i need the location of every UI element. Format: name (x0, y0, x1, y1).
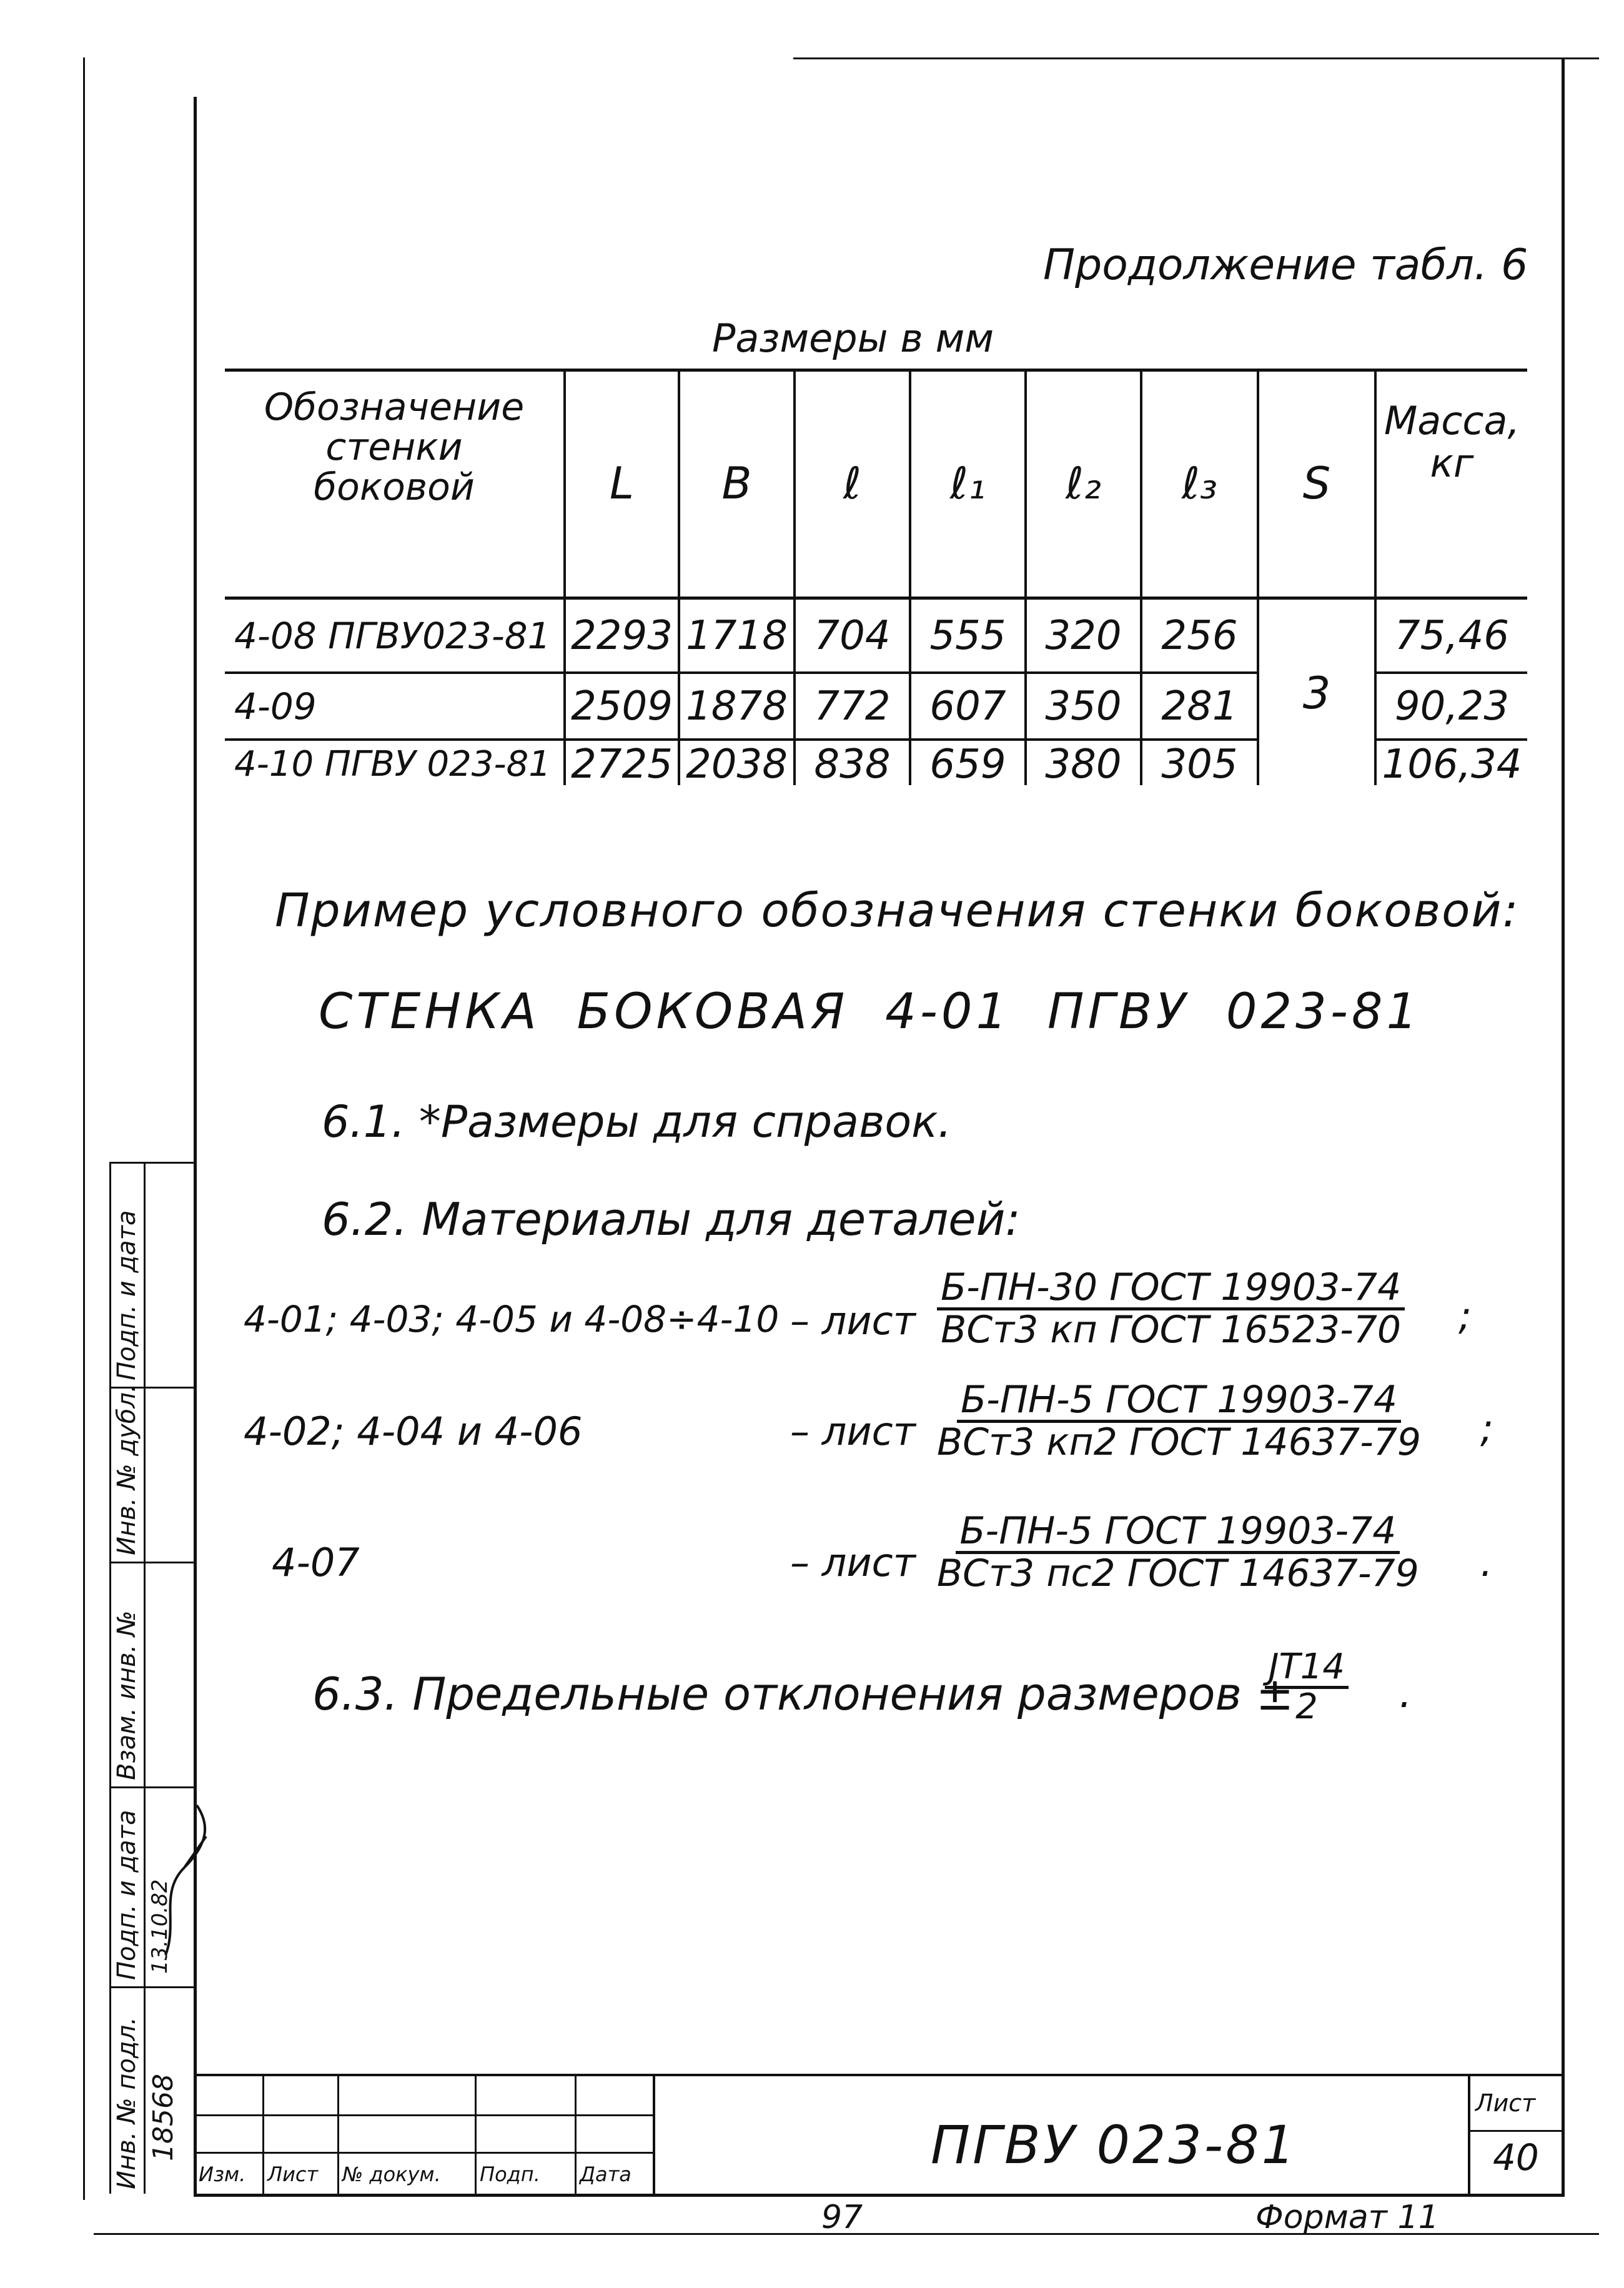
row2-l2: 350 (1045, 683, 1122, 730)
header-L: L (610, 457, 634, 509)
material-3-denominator: ВСт3 пс2 ГОСТ 14637-79 (937, 1552, 1419, 1595)
side-date: 13.10.82 (147, 1879, 172, 1974)
format-label: Формат 11 (1255, 2199, 1439, 2236)
side-stamp-div-2 (109, 1562, 194, 1563)
side-stamp-div-4 (109, 1986, 194, 1988)
material-3-dash: – лист (790, 1540, 916, 1585)
material-2-parts: 4-02; 4-04 и 4-06 (244, 1409, 583, 1454)
side-stamp-div-3 (109, 1786, 194, 1788)
side-label-podp-data-2: Подп. и дата (112, 1210, 141, 1380)
side-label-inv-podl: Инв. № подл. (112, 2017, 141, 2189)
frame-right (1562, 57, 1565, 2197)
note-6-1: 6.1. *Размеры для справок. (322, 1096, 952, 1147)
row1-l1: 555 (929, 612, 1006, 659)
material-1-denominator: ВСт3 кп ГОСТ 16523-70 (941, 1308, 1402, 1352)
tb-sheet-vert (1468, 2074, 1470, 2194)
row2-l3: 281 (1161, 683, 1238, 730)
material-2-end: ; (1480, 1405, 1493, 1451)
tb-col-4 (575, 2074, 577, 2194)
row3-designation: 4-10 ПГВУ 023-81 (234, 744, 551, 785)
row3-l1: 659 (929, 741, 1006, 788)
row2-B: 1878 (686, 683, 788, 730)
header-B: B (721, 457, 752, 509)
example-heading: Пример условного обозначения стенки боковой: (275, 884, 1520, 938)
table-caption: Продолжение табл. 6 (1043, 240, 1528, 290)
tb-col-2 (337, 2074, 339, 2194)
side-stamp-vert-2 (144, 1162, 146, 2194)
row3-B: 2038 (686, 741, 788, 788)
tb-sheet-number: 40 (1493, 2136, 1539, 2179)
tb-col-1 (262, 2074, 264, 2194)
side-stamp-top (109, 1162, 194, 1164)
tb-col-list: Лист (267, 2162, 319, 2186)
tb-col-dokum: № докум. (342, 2162, 441, 2186)
row1-B: 1718 (686, 612, 788, 659)
material-3-parts: 4-07 (272, 1540, 360, 1585)
header-mass: Масса, кг (1384, 398, 1520, 487)
tb-sheet-horiz (1468, 2130, 1565, 2132)
tb-col-data: Дата (580, 2162, 631, 2186)
note-6-3-denominator: 2 (1295, 1686, 1318, 1727)
row1-l: 704 (814, 612, 891, 659)
material-2-dash: – лист (790, 1409, 916, 1454)
header-l3: ℓ₃ (1182, 457, 1217, 509)
row1-l2: 320 (1045, 612, 1122, 659)
table-units: Размеры в мм (712, 315, 994, 361)
header-l: ℓ (843, 457, 861, 509)
material-3-fraction (937, 1509, 1419, 1595)
side-stamp-vert-1 (109, 1162, 111, 2194)
note-6-3-end: . (1399, 1671, 1412, 1717)
row2-designation: 4-09 (234, 685, 317, 728)
tb-top (194, 2074, 1565, 2076)
row3-mass: 106,34 (1382, 741, 1522, 788)
material-2-fraction (937, 1380, 1421, 1462)
s-value: 3 (1302, 668, 1331, 719)
outer-left-rule (83, 57, 85, 2200)
row2-l1: 607 (929, 683, 1006, 730)
row1-mass: 75,46 (1394, 612, 1510, 659)
signature-mark (153, 1799, 215, 1961)
row1-l3: 256 (1161, 612, 1238, 659)
header-designation: Обозначение стенки боковой (264, 385, 525, 510)
row2-l: 772 (814, 683, 891, 730)
tb-sheet-label: Лист (1475, 2089, 1536, 2117)
side-label-podp-data-1: Подп. и дата (112, 1810, 141, 1980)
row3-l3: 305 (1161, 741, 1238, 788)
note-6-3-numerator: JT14 (1265, 1649, 1349, 1689)
note-6-3-text: 6.3. Предельные отклонения размеров ± (312, 1668, 1294, 1720)
tb-document: ПГВУ 023-81 (931, 2114, 1298, 2176)
frame-bottom (194, 2194, 1565, 2197)
page-number: 97 (821, 2199, 863, 2236)
example-designation: СТЕНКА БОКОВАЯ 4-01 ПГВУ 023-81 (319, 984, 1422, 1040)
row3-l: 838 (814, 741, 891, 788)
header-l1: ℓ₁ (950, 457, 986, 509)
material-3-end: . (1480, 1540, 1493, 1585)
side-label-vzam-inv: Взам. инв. № (112, 1610, 141, 1780)
note-6-2: 6.2. Материалы для деталей: (322, 1193, 1021, 1246)
row3-l2: 380 (1045, 741, 1122, 788)
side-inv-number: 18568 (147, 2074, 179, 2161)
material-3-numerator: Б-ПН-5 ГОСТ 19903-74 (956, 1512, 1400, 1554)
row1-designation: 4-08 ПГВУ023-81 (234, 614, 551, 657)
top-short-rule (793, 57, 1599, 59)
tb-col-podp: Подп. (480, 2162, 540, 2186)
header-l2: ℓ₂ (1066, 457, 1101, 509)
tb-col-5 (653, 2074, 655, 2194)
material-1-fraction (937, 1265, 1405, 1352)
tb-col-izm: Изм. (199, 2162, 246, 2186)
row1-L: 2293 (571, 612, 673, 659)
row2-mass: 90,23 (1394, 683, 1510, 730)
row2-L: 2509 (571, 683, 673, 730)
material-1-dash: – лист (790, 1298, 916, 1344)
tb-col-3 (475, 2074, 477, 2194)
material-2-denominator: ВСт3 кп2 ГОСТ 14637-79 (937, 1420, 1422, 1464)
note-6-3-fraction (1265, 1649, 1349, 1726)
side-label-inv-dubl: Инв. № дубл. (112, 1384, 141, 1555)
material-1-end: ; (1458, 1293, 1472, 1339)
material-1-numerator: Б-ПН-30 ГОСТ 19903-74 (937, 1268, 1405, 1310)
header-S: S (1302, 457, 1331, 509)
material-1-parts: 4-01; 4-03; 4-05 и 4-08÷4-10 (244, 1298, 780, 1340)
material-2-numerator: Б-ПН-5 ГОСТ 19903-74 (957, 1380, 1401, 1423)
row3-L: 2725 (571, 741, 673, 788)
